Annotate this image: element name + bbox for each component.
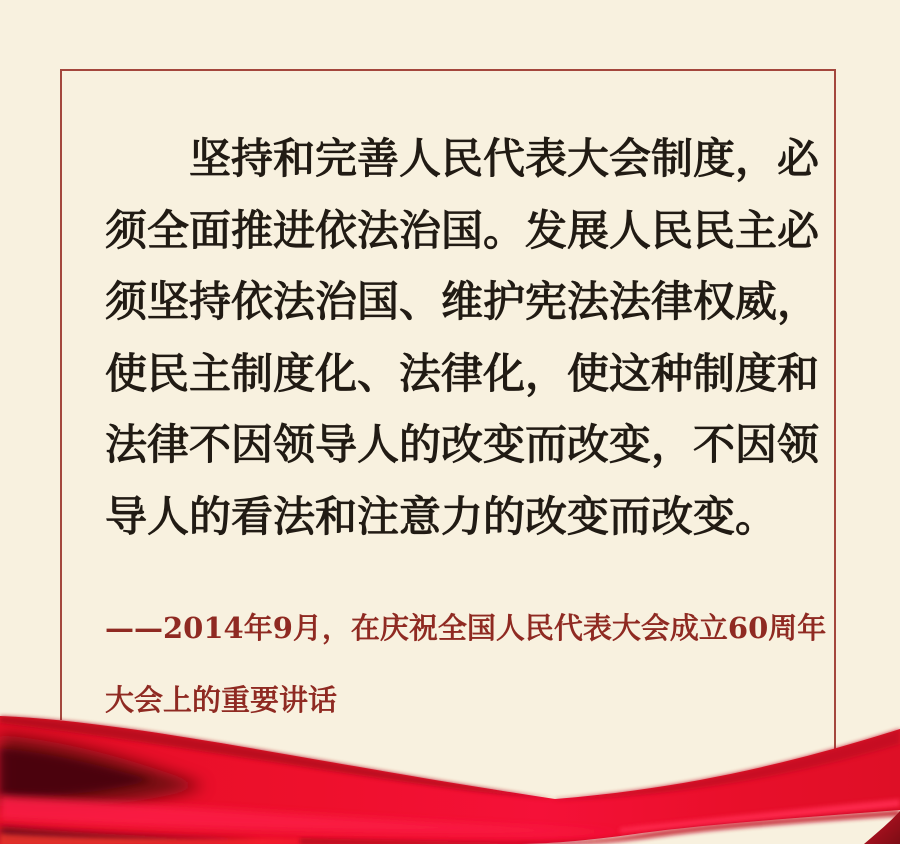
quote-line: 导人的看法和注意力的改变而改变。 <box>105 491 778 541</box>
frame-border-left <box>60 69 62 720</box>
attribution-line: 大会上的重要讲话 <box>105 682 338 717</box>
attribution-line: ——2014年9月，在庆祝全国人民代表大会成立60周年 <box>105 611 827 645</box>
quote-line: 使民主制度化、法律化，使这种制度和 <box>105 348 820 398</box>
attribution-block <box>105 593 835 736</box>
quote-text-block <box>105 123 821 552</box>
quote-line: 坚持和完善人民代表大会制度，必 <box>189 134 820 183</box>
quote-line: 须全面推进依法治国。发展人民民主必 <box>105 205 820 255</box>
quote-line: 法律不因领导人的改变而改变，不因领 <box>105 420 820 469</box>
quote-line: 须坚持依法治国、维护宪法法律权威， <box>105 277 820 326</box>
frame-border-top <box>60 69 836 71</box>
